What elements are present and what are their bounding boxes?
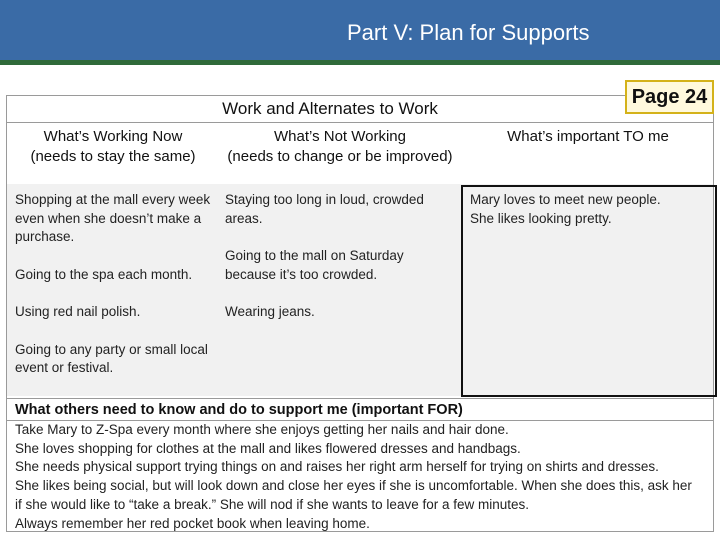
column-heading-important-to (465, 127, 711, 147)
not-working-column (225, 191, 457, 341)
list-item: Shopping at the mall every week even when she doesn’t make a purchase. (15, 192, 211, 244)
working-now-column (15, 191, 215, 397)
list-item: She loves shopping for clothes at the mall and likes flowered dresses and handbags. (15, 440, 521, 456)
column-heading-label: What’s Not Working (274, 128, 406, 145)
important-for-section (15, 421, 709, 533)
table-title-row (7, 96, 713, 123)
table-title: Work and Alternates to Work (222, 99, 438, 118)
list-item: Going to any party or small local event or festival. (15, 341, 208, 375)
page-number-badge: Page 24 (625, 80, 714, 114)
slide-header (0, 0, 720, 60)
slide-title: Part V: Plan for Supports (347, 20, 590, 45)
list-item: Take Mary to Z-Spa every month where she enjoys getting her nails and hair done. (15, 422, 509, 437)
column-heading-label: What’s Working Now (43, 128, 183, 145)
list-item: She likes looking pretty. (470, 210, 612, 226)
column-heading-label: What’s important TO me (507, 128, 669, 145)
list-item: Mary loves to meet new people. (470, 192, 661, 207)
list-item: She needs physical support trying things on and raises her right arm herself for trying on shirts and dresses. (15, 459, 659, 475)
list-item: if she would like to “take a break.” She will nod if she wants to leave for a few minutes. (15, 496, 530, 512)
list-item: Always remember her red pocket book when leaving home. (15, 515, 370, 531)
list-item: Wearing jeans. (225, 304, 315, 319)
important-for-heading-row (7, 398, 713, 421)
important-for-heading: What others need to know and do to support me (important FOR) (15, 402, 463, 418)
column-heading-not-working (221, 127, 459, 167)
list-item: Going to the spa each month. (15, 266, 193, 282)
list-item: Going to the mall on Saturday because it’s too crowded. (225, 248, 404, 282)
important-to-column (470, 191, 706, 228)
list-item: Staying too long in loud, crowded areas. (225, 192, 424, 226)
list-item: She likes being social, but will look down and close her eyes if she is uncomfortable. When she does this, ask her (15, 478, 692, 494)
column-heading-note: (needs to change or be improved) (227, 148, 453, 165)
header-accent-stripe (0, 60, 720, 65)
support-plan-table (6, 95, 714, 532)
list-item: Using red nail polish. (15, 304, 141, 319)
column-heading-note: (needs to stay the same) (30, 148, 196, 165)
column-heading-working-now (11, 127, 215, 167)
